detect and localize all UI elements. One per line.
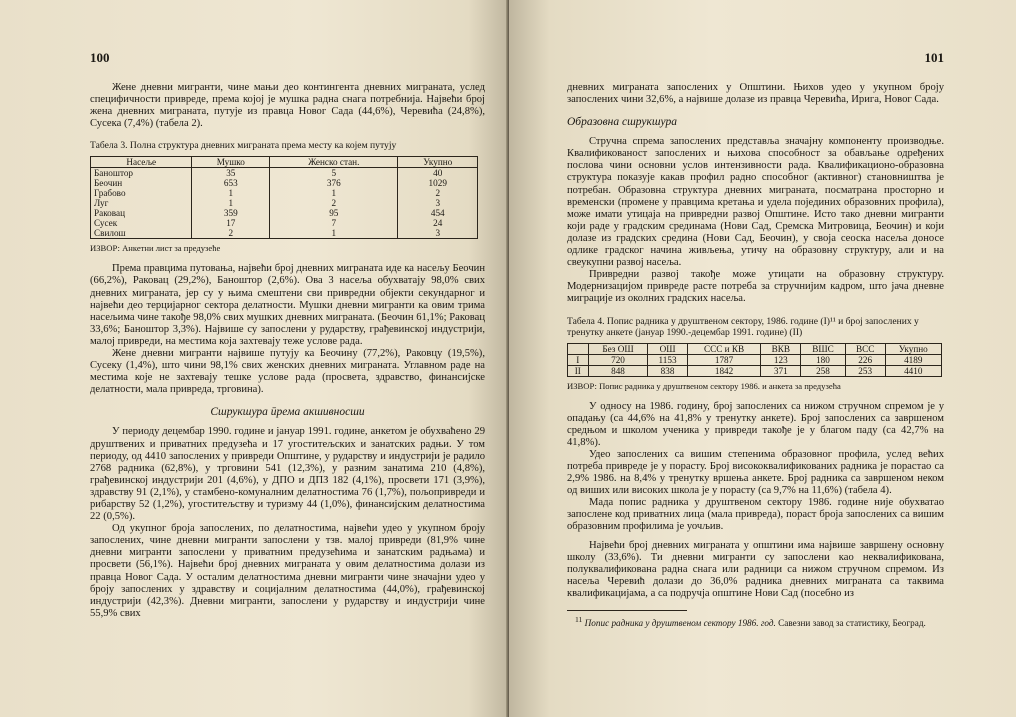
table-cell: Баноштор (91, 168, 192, 179)
table-row (568, 365, 942, 376)
footnote-publisher: Савезни завод за статистику, Београд. (778, 618, 926, 629)
section-subheading: Образовна сшрукшура (567, 116, 677, 129)
left-page-content (90, 82, 485, 620)
table-cell: 454 (398, 208, 478, 218)
table-cell: Свилош (91, 228, 192, 239)
paragraph: Према правцима путовања, највећи број дневних миграната иде ка насељу Беочин (66,2%), Раковац (29,2%), Баноштор (2,6%). Ова 3 насеља обухватају 98,0% свих дневних миграната, јер су у њима смештени сви привредни објекти секундарног и највећи део терцијарног сектора делатности. Мушки дневни мигранти ка овим трима насељима чине такође 98,0% свих мушких дневних миграната. (Беочин 61,1%; Раковац 33,6%; Баноштор 3,3%). Највише су запослени у рударству, грађевинској индустрији, малој привреди, на местима која захтевају теже услове рада. (90, 263, 485, 347)
table-header-cell: ССС и КВ (687, 343, 761, 354)
table-cell: Раковац (91, 208, 192, 218)
table-cell: 17 (192, 218, 270, 228)
table-row (91, 188, 478, 198)
table-cell: 720 (588, 354, 648, 365)
table-cell: 4410 (885, 365, 942, 376)
table-cell: Сусек (91, 218, 192, 228)
table-row (91, 198, 478, 208)
paragraph: Мада попис радника у друштвеном сектору 1986. године није обухватао запослене код приватних лица (мала привреда), пораст броја запослених са вишим образовним профилима је уочљив. (567, 497, 944, 533)
table-cell: 253 (845, 365, 885, 376)
table-cell: 4189 (885, 354, 942, 365)
table-cell: 123 (761, 354, 801, 365)
paragraph: Привредни развој такође може утицати на образовну структуру. Модернизацијом привреде расте потреба за стручнијим кадром, што јача дневне миграције из околних градских насеља. (567, 269, 944, 305)
table-cell: 95 (270, 208, 398, 218)
table-cell: 3 (398, 198, 478, 208)
table-cell: 2 (270, 198, 398, 208)
table-cell: 653 (192, 178, 270, 188)
table-header-cell: Укупно (398, 157, 478, 168)
table-3-source: ИЗВОР: Анкетни лист за предузеће (90, 243, 221, 254)
paragraph: Удео запослених са вишим степенима образовног профила, услед већих потреба привреде је у порасту. Број висококвалификованих радника је порастао са 2,9% 1986. на 8,4% у тренутку вршења анкете. Број радника са завршеном неком од виших или високих школа је у порасту (са 9,7% на 11,6%) (табела 4). (567, 448, 944, 497)
table-cell: II (568, 365, 589, 376)
table-cell: 1153 (648, 354, 687, 365)
paragraph: Стручна спрема запослених представља значајну компоненту производње. Квалификованост запослених и њихова способност за обављање одређених послова чини основни услов интензивности рада. Квалификационо-образовна структура показује какав профил радно способног (активног) становништва је потребан. Образовна структура дневних миграната, посматрана просторно и временски (промене у правцима кретања и удела појединих образовних профила), може имати утицаја на привредни развој Општине. Исто тако дневни мигранти који раде у градским срединама (Нови Сад, Сремска Митровица, Беочин) и који долазе из градских средина (Нови Сад, Беочин), у своја сеоска насеља доносе одлике градског начина живљења, утичу на образовну структуру, али и на свеукупни развој насеља. (567, 136, 944, 269)
table-cell: 24 (398, 218, 478, 228)
table-cell: 1 (270, 228, 398, 239)
paragraph: Од укупног броја запослених, по делатностима, највећи удео у укупном броју запослених, чине дневни мигранти запослени у тзв. малој привреди (81,9% чине дневни мигранти запослени у приватним предузећима и занатским радњама) и просвети (56,1%). Највећи број дневних миграната у овим делатностима долази из правца Новог Сада. У осталим делатностима дневни мигранти чине значајни удео у броју запослених у здравству и социјалним делатностима (44,0%), грађевинској индустрији (42,3%). Дневни мигранти, запослени у рударству и индустрији чине 55,9% свих (90, 523, 485, 619)
paragraph: У периоду децембар 1990. године и јануар 1991. године, анкетом је обухваћено 29 друштвених и приватних предузећа и 17 угоститељских и занатских радњи. У том периоду, од 4410 запослених у привреди Општине, у рударству и индустрији је радило 2768 радника (62,8%), у трговини 541 (12,3%), у разним занатима 210 (4,8%), грађевинској индустрији 201 (4,6%), у ДПО и ДПЗ 182 (4,1%), просвети 171 (3,9%), здравству 91 (2,1%), у стамбено-комуналним делатностима 76 (1,7%), пољопривреди и рибарству 52 (1,2%), угоститељству и туризму 44 (1,0%), финансијским делатностима 22 (0,5%). (90, 426, 485, 523)
table-cell: 1 (192, 198, 270, 208)
paragraph: дневних миграната запослених у Општини. Њихов удео у укупном броју запослених чини 32,6%, а највише долазе из правца Черевића, Ирига, Новог Сада. (567, 82, 944, 106)
table-header-cell: ВШС (801, 343, 846, 354)
table-cell: 376 (270, 178, 398, 188)
table-cell: 1029 (398, 178, 478, 188)
paragraph: У односу на 1986. годину, број запослених са нижом стручном спремом је у опадању (са 44,6% на 41,8% у тренутку анкете). Број запослених са завршеном средњом и школом ученика у привреди такође је у благом паду (са 42,7% на 41,8%). (567, 400, 944, 448)
right-page-content (567, 82, 944, 629)
table-cell: 1 (270, 188, 398, 198)
table-row (91, 168, 478, 179)
table-row (91, 218, 478, 228)
table-header-cell: ВКВ (761, 343, 801, 354)
table-header-cell (568, 343, 589, 354)
table-header-row (91, 157, 478, 168)
table-row (91, 208, 478, 218)
table-header-cell: ВСС (845, 343, 885, 354)
table-cell: 7 (270, 218, 398, 228)
table-header-cell: Укупно (885, 343, 942, 354)
paragraph: Највећи број дневних миграната у општини има највише завршену основну школу (33,6%). Ти дневни мигранти су запослени као неквалификована, полуквалификована радна снага или радници са нижом стручном спремом. Из насеља Черевић долази до 36,0% радника дневних миграната са таквима квалификацијама, а са подручја општине Нови Сад (посебно из (567, 539, 944, 599)
table-cell: 258 (801, 365, 846, 376)
table-cell: 371 (761, 365, 801, 376)
table-header-cell: Насеље (91, 157, 192, 168)
table-cell: 2 (398, 188, 478, 198)
table-cell: 35 (192, 168, 270, 179)
table-4-caption: Табела 4. Попис радника у друштвеном сектору, 1986. године (I)¹¹ и број запослених у тренутку анкете (јануар 1990.-децембар 1991. године) (II) (567, 315, 919, 338)
footnote-title: Попис радника у друштвеном сектору 1986. год. (584, 618, 776, 629)
table-cell: I (568, 354, 589, 365)
table-cell: 5 (270, 168, 398, 179)
table-3-caption: Табела 3. Полна структура дневних миграната према месту ка којем путују (90, 140, 397, 152)
table-row (91, 178, 478, 188)
table-cell: 359 (192, 208, 270, 218)
table-cell: 2 (192, 228, 270, 239)
table-header-row (568, 343, 942, 354)
table-4 (567, 343, 942, 377)
table-cell: 3 (398, 228, 478, 239)
right-page (509, 0, 1016, 717)
paragraph: Жене дневни мигранти највише путују ка Беочину (77,2%), Раковцу (19,5%), Сусеку (1,4%), што чини 98,1% свих женских дневних миграната. Углавном раде на местима које не захтевају тешке услове рада (просвета, здравство, финансијске делатности, мала привреда, трговина). (90, 348, 485, 396)
page-number-right: 101 (924, 50, 944, 65)
table-cell: 1842 (687, 365, 761, 376)
table-cell: 40 (398, 168, 478, 179)
table-cell: Беочин (91, 178, 192, 188)
table-cell: 1 (192, 188, 270, 198)
table-3 (90, 156, 478, 239)
table-header-cell: Мушко (192, 157, 270, 168)
footnote-mark: 11 (575, 615, 583, 624)
table-header-cell: Женско стан. (270, 157, 398, 168)
footnote-divider (567, 610, 687, 611)
paragraph: Жене дневни мигранти, чине мањи део контингента дневних миграната, услед специфичности привреде, према којој је мушка радна снага потребнија. Највећи број жена дневних миграната, путује из правца Новог Сада (44,6%), Черевића (24,8%), Сусека (7,4%) (табела 2). (90, 82, 485, 130)
table-4-source: ИЗВОР: Попис радника у друштвеном сектору 1986. и анкета за предузећа (567, 380, 841, 391)
table-header-cell: Без ОШ (588, 343, 648, 354)
table-row (568, 354, 942, 365)
table-cell: Грабово (91, 188, 192, 198)
section-subheading: Сшрукшура ӣрема акшивносши (210, 406, 365, 419)
table-cell: 226 (845, 354, 885, 365)
table-cell: 1787 (687, 354, 761, 365)
table-row (91, 228, 478, 239)
table-cell: 848 (588, 365, 648, 376)
table-cell: Луг (91, 198, 192, 208)
table-cell: 838 (648, 365, 687, 376)
footnote (567, 614, 944, 629)
table-header-cell: ОШ (648, 343, 687, 354)
page-number-left: 100 (90, 50, 110, 65)
table-cell: 180 (801, 354, 846, 365)
